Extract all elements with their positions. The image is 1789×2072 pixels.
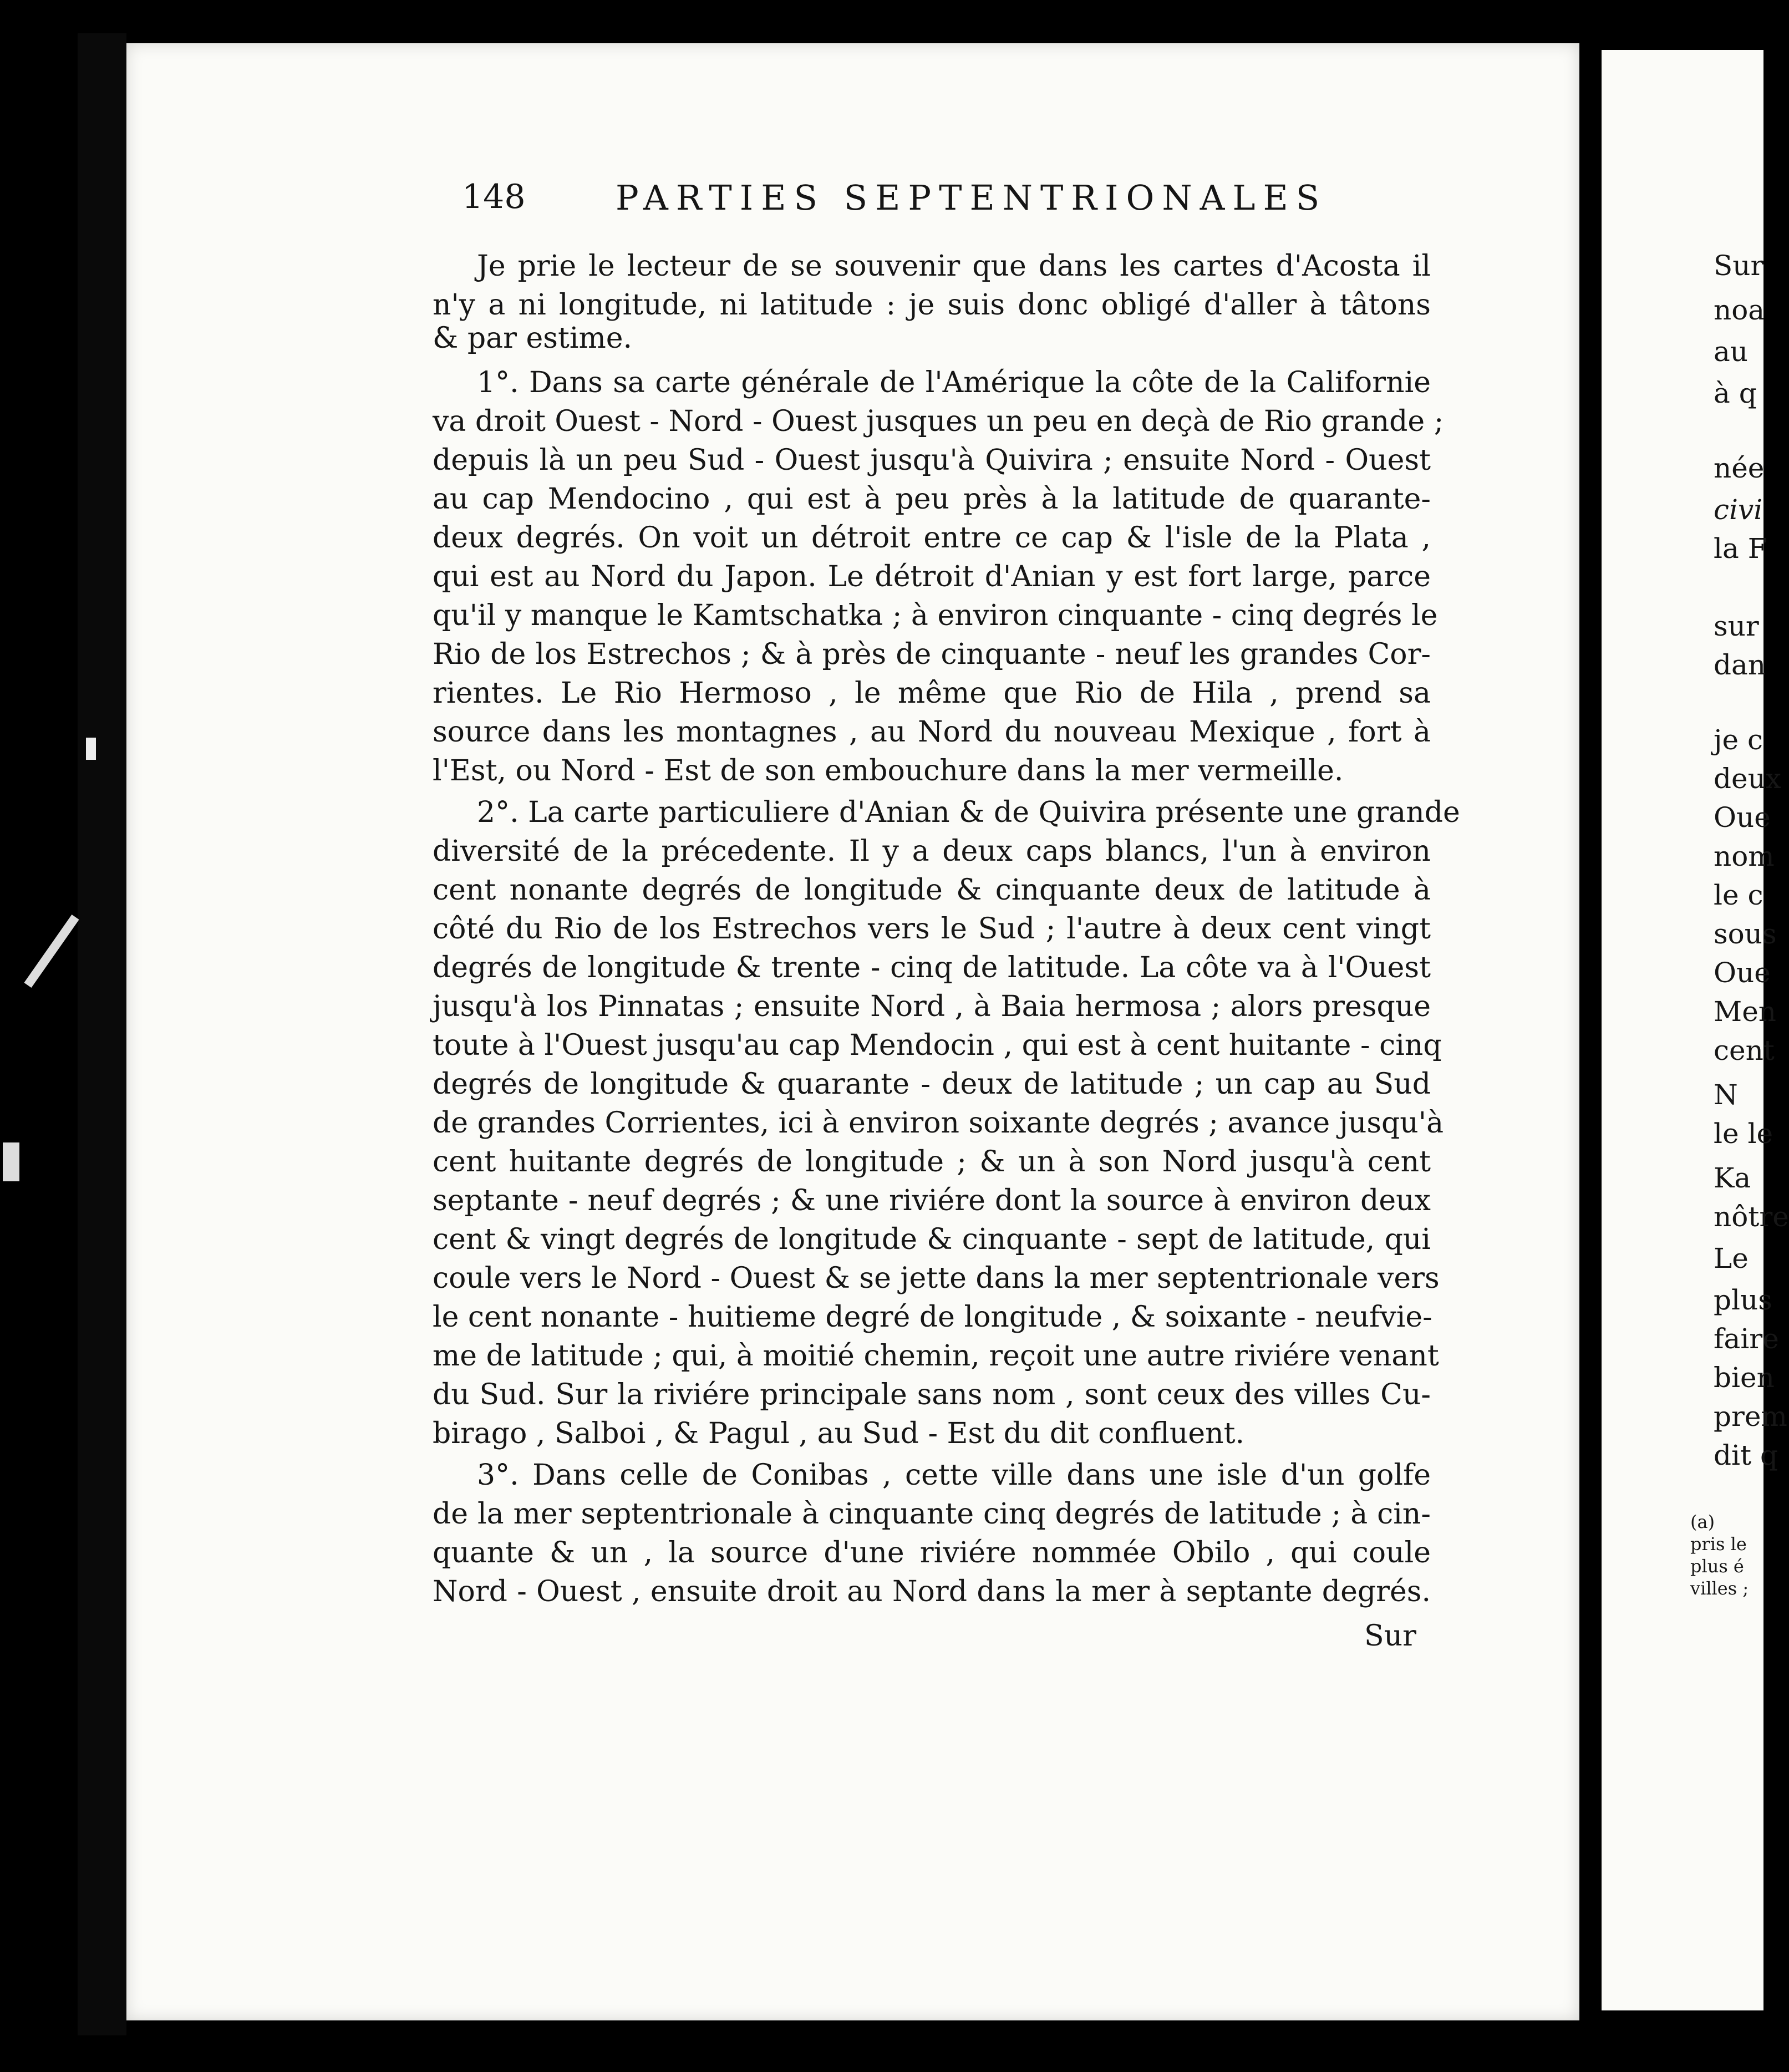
text-line: du Sud. Sur la riviére principale sans nom , sont ceux des villes Cu- bbox=[433, 1378, 1431, 1411]
footnote-line: (a) bbox=[1690, 1511, 1715, 1532]
text-line: Nord - Ouest , ensuite droit au Nord dans la mer à septante degrés. bbox=[433, 1575, 1431, 1608]
text-line: Je prie le lecteur de se souvenir que dans les cartes d'Acosta il bbox=[477, 250, 1431, 283]
book-gutter bbox=[1579, 0, 1602, 2072]
text-line: sur bbox=[1714, 610, 1759, 642]
text-line: noa bbox=[1714, 294, 1765, 326]
text-line: septante - neuf degrés ; & une riviére dont la source à environ deux bbox=[433, 1184, 1431, 1217]
page-number: 148 bbox=[462, 177, 526, 216]
catchword: Sur bbox=[1364, 1619, 1416, 1653]
text-line: degrés de longitude & quarante - deux de latitude ; un cap au Sud bbox=[433, 1068, 1431, 1101]
text-line: nom bbox=[1714, 840, 1775, 872]
text-line: née bbox=[1714, 452, 1765, 484]
text-line: deux bbox=[1714, 763, 1781, 795]
text-line: prem bbox=[1714, 1400, 1787, 1433]
text-line: dit q bbox=[1714, 1439, 1778, 1471]
text-line: plus bbox=[1714, 1284, 1772, 1316]
text-line: 1°. Dans sa carte générale de l'Amérique la côte de la Californie bbox=[477, 366, 1431, 399]
text-line: Ka bbox=[1714, 1162, 1751, 1194]
text-line: diversité de la précedente. Il y a deux caps blancs, l'un à environ bbox=[433, 835, 1431, 868]
text-line: nôtre bbox=[1714, 1201, 1789, 1233]
footnote-line: pris le bbox=[1690, 1533, 1747, 1555]
book-edge-shadow bbox=[78, 33, 126, 2035]
text-line: sous bbox=[1714, 918, 1777, 950]
text-line: civi bbox=[1714, 494, 1763, 526]
text-line: va droit Ouest - Nord - Ouest jusques un peu en deçà de Rio grande ; bbox=[433, 405, 1444, 438]
text-line: Le bbox=[1714, 1242, 1749, 1274]
text-line: le cent nonante - huitieme degré de longitude , & soixante - neufvie- bbox=[433, 1301, 1432, 1334]
text-line: N bbox=[1714, 1079, 1738, 1111]
text-line: depuis là un peu Sud - Ouest jusqu'à Quivira ; ensuite Nord - Ouest bbox=[433, 444, 1431, 477]
footnote-line: plus é bbox=[1690, 1556, 1744, 1577]
text-line: 2°. La carte particuliere d'Anian & de Quivira présente une grande bbox=[477, 796, 1460, 829]
footnote-line: villes ; bbox=[1690, 1578, 1749, 1599]
text-line: deux degrés. On voit un détroit entre ce cap & l'isle de la Plata , bbox=[433, 521, 1431, 555]
text-line: à q bbox=[1714, 377, 1757, 409]
text-line: Rio de los Estrechos ; & à près de cinquante - neuf les grandes Cor- bbox=[433, 638, 1431, 671]
text-line: au bbox=[1714, 336, 1749, 368]
text-line: Men bbox=[1714, 996, 1776, 1028]
text-line: dan bbox=[1714, 649, 1766, 681]
text-line: n'y a ni longitude, ni latitude : je suis donc obligé d'aller à tâtons bbox=[433, 288, 1431, 322]
text-line: faire bbox=[1714, 1323, 1779, 1355]
text-line: toute à l'Ouest jusqu'au cap Mendocin , qui est à cent huitante - cinq bbox=[433, 1029, 1442, 1062]
text-line: quante & un , la source d'une riviére nommée Obilo , qui coule bbox=[433, 1536, 1431, 1570]
text-line: bien bbox=[1714, 1362, 1775, 1394]
text-line: coule vers le Nord - Ouest & se jette dans la mer septentrionale vers bbox=[433, 1262, 1440, 1295]
text-line: cent bbox=[1714, 1034, 1775, 1067]
text-line: qu'il y manque le Kamtschatka ; à environ cinquante - cinq degrés le bbox=[433, 599, 1438, 632]
text-line: jusqu'à los Pinnatas ; ensuite Nord , à Baia hermosa ; alors presque bbox=[433, 990, 1431, 1023]
edge-mark bbox=[24, 915, 79, 988]
running-title: PARTIES SEPTENTRIONALES bbox=[616, 177, 1328, 218]
text-line: qui est au Nord du Japon. Le détroit d'Anian y est fort large, parce bbox=[433, 560, 1431, 593]
text-line: rientes. Le Rio Hermoso , le même que Rio de Hila , prend sa bbox=[433, 677, 1431, 710]
text-line: birago , Salboi , & Pagul , au Sud - Est du dit confluent. bbox=[433, 1417, 1245, 1450]
text-line: la F bbox=[1714, 532, 1767, 565]
edge-mark bbox=[3, 1142, 19, 1181]
text-line: de la mer septentrionale à cinquante cinq degrés de latitude ; à cin- bbox=[433, 1497, 1431, 1531]
text-line: 3°. Dans celle de Conibas , cette ville dans une isle d'un golfe bbox=[477, 1459, 1431, 1492]
text-line: & par estime. bbox=[433, 322, 633, 355]
text-line: Oue bbox=[1714, 801, 1771, 834]
text-line: cent nonante degrés de longitude & cinquante deux de latitude à bbox=[433, 874, 1431, 907]
text-line: me de latitude ; qui, à moitié chemin, reçoit une autre riviére venant bbox=[433, 1339, 1439, 1373]
text-line: de grandes Corrientes, ici à environ soixante degrés ; avance jusqu'à bbox=[433, 1106, 1444, 1140]
text-line: le c bbox=[1714, 879, 1763, 911]
text-line: au cap Mendocino , qui est à peu près à la latitude de quarante- bbox=[433, 483, 1431, 516]
text-line: cent huitante degrés de longitude ; & un à son Nord jusqu'à cent bbox=[433, 1145, 1431, 1179]
edge-mark bbox=[86, 738, 96, 760]
text-line: je c bbox=[1714, 724, 1763, 756]
text-line: source dans les montagnes , au Nord du nouveau Mexique , fort à bbox=[433, 715, 1431, 749]
text-line: degrés de longitude & trente - cinq de latitude. La côte va à l'Ouest bbox=[433, 951, 1431, 984]
text-line: l'Est, ou Nord - Est de son embouchure dans la mer vermeille. bbox=[433, 754, 1344, 788]
text-line: Sur bbox=[1714, 250, 1764, 282]
text-line: côté du Rio de los Estrechos vers le Sud ; l'autre à deux cent vingt bbox=[433, 912, 1431, 946]
text-line: Oue bbox=[1714, 957, 1771, 989]
text-line: le le bbox=[1714, 1118, 1773, 1150]
text-line: cent & vingt degrés de longitude & cinquante - sept de latitude, qui bbox=[433, 1223, 1431, 1256]
